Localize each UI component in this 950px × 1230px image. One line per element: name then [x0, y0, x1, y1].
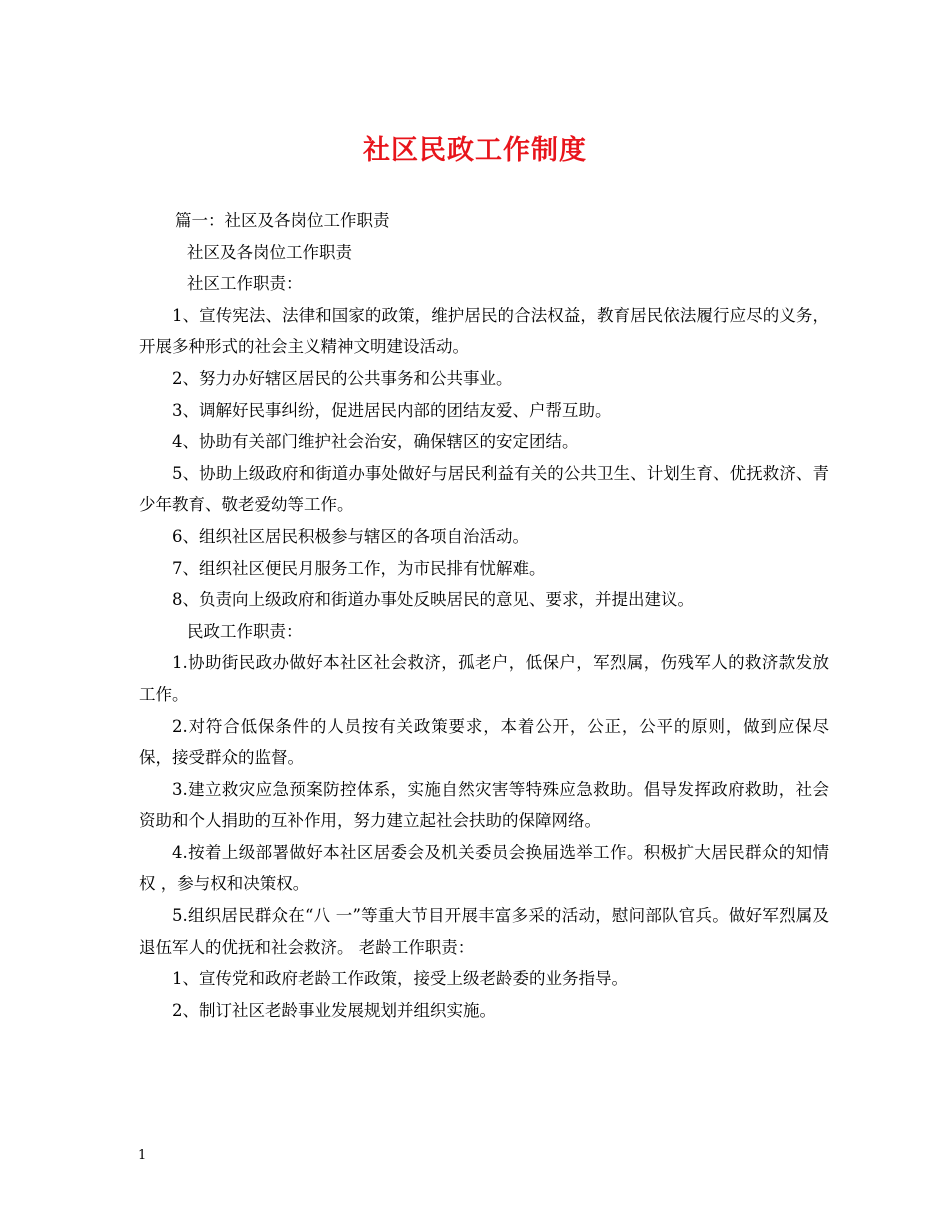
- paragraph: 民政工作职责：: [187, 621, 303, 641]
- paragraph: 社区及各岗位工作职责: [187, 242, 352, 262]
- paragraph: 7、组织社区便民月服务工作，为市民排有忧解难。: [172, 558, 546, 578]
- paragraph: 8、负责向上级政府和街道办事处反映居民的意见、要求，并提出建议。: [172, 590, 694, 610]
- paragraph: 4、协助有关部门维护社会治安，确保辖区的安定团结。: [172, 432, 579, 452]
- paragraph: 篇一：社区及各岗位工作职责: [175, 211, 390, 230]
- paragraph: 2.对符合低保条件的人员按有关政策要求，本着公开，公正，公平的原则，做到应保尽保，接受群众的监督。: [139, 716, 829, 768]
- paragraph: 6、组织社区居民积极参与辖区的各项自治活动。: [172, 526, 529, 546]
- paragraph: 社区工作职责：: [187, 274, 303, 294]
- paragraph: 5、协助上级政府和街道办事处做好与居民利益有关的公共卫生、计划生育、优抚救济、青少年教育、敬老爱幼等工作。: [139, 463, 829, 515]
- paragraph: 5.组织居民群众在“八 一”等重大节目开展丰富多采的活动，慰问部队官兵。做好军烈属及退伍军人的优抚和社会救济。 老龄工作职责：: [139, 906, 829, 957]
- document-title: 社区民政工作制度: [363, 135, 587, 166]
- document-body: [139, 205, 829, 1026]
- paragraph: 1、宣传党和政府老龄工作政策，接受上级老龄委的业务指导。: [172, 969, 628, 989]
- paragraph: 2、制订社区老龄事业发展规划并组织实施。: [172, 1000, 496, 1020]
- paragraph: 1、宣传宪法、法律和国家的政策，维护居民的合法权益，教育居民依法履行应尽的义务，开展多种形式的社会主义精神文明建设活动。: [139, 305, 829, 357]
- paragraph: 1.协助街民政办做好本社区社会救济，孤老户，低保户，军烈属，伤残军人的救济款发放工作。: [139, 653, 829, 704]
- page-number: 1: [138, 1148, 147, 1163]
- paragraph: 3.建立救灾应急预案防控体系，实施自然灾害等特殊应急救助。倡导发挥政府救助，社会资助和个人捐助的互补作用，努力建立起社会扶助的保障网络。: [139, 779, 829, 831]
- paragraph: 3、调解好民事纠纷，促进居民内部的团结友爱、户帮互助。: [172, 400, 612, 420]
- paragraph: 2、努力办好辖区居民的公共事务和公共事业。: [172, 368, 513, 388]
- paragraph: 4.按着上级部署做好本社区居委会及机关委员会换届选举工作。积极扩大居民群众的知情权 ，参与权和决策权。: [139, 842, 829, 894]
